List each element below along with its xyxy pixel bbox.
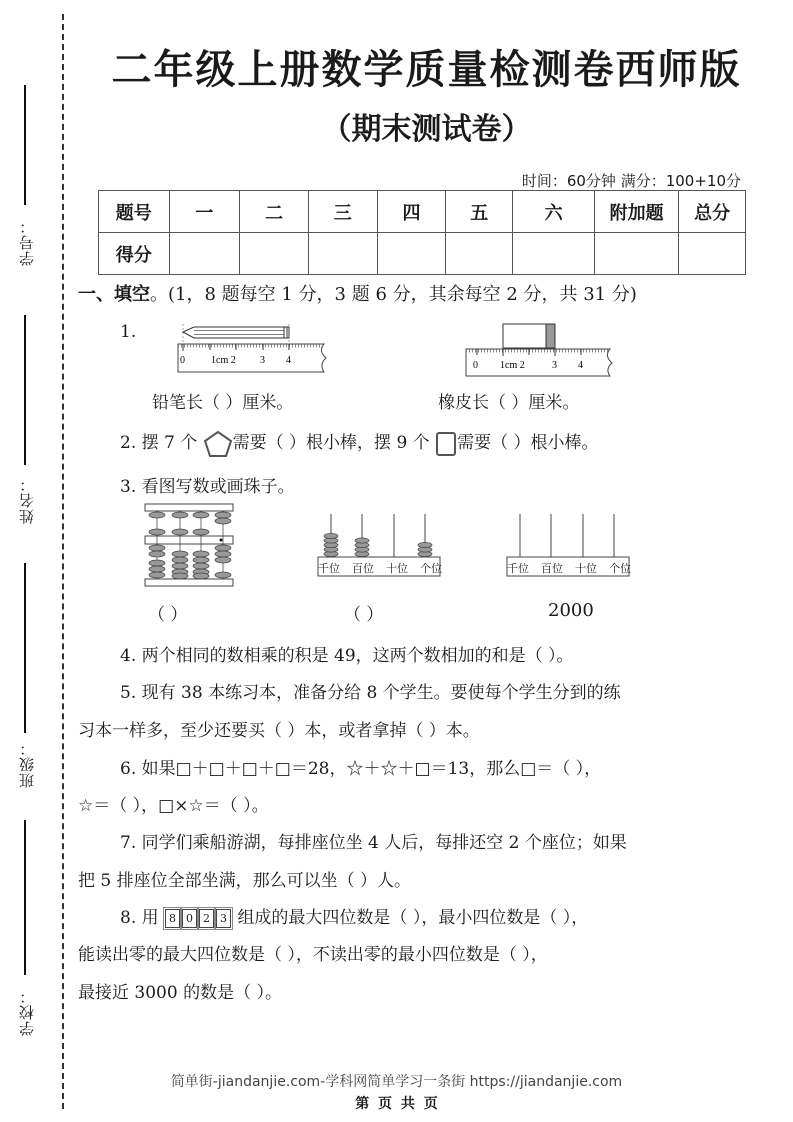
score-cell[interactable]	[169, 233, 240, 275]
svg-text:0: 0	[473, 360, 478, 371]
class-label: 班级：	[18, 740, 36, 788]
place-label: 千位	[318, 562, 340, 575]
score-row-label: 得分	[99, 233, 170, 275]
place-label: 百位	[352, 562, 374, 575]
abacus-figure	[143, 502, 237, 590]
q8-line2[interactable]: 能读出零的最大四位数是（ ），不读出零的最小四位数是（ ），	[78, 945, 548, 965]
q1-eraser-answer[interactable]: 橡皮长（ ）厘米。	[438, 393, 580, 413]
svg-text:0: 0	[180, 355, 185, 366]
q7-line1: 7. 同学们乘船游湖，每排座位坐 4 人后，每排还空 2 个座位；如果	[120, 833, 627, 853]
q5-line2[interactable]: 习本一样多，至少还要买（ ）本，或者拿掉（ ）本。	[78, 721, 480, 741]
q7-line2[interactable]: 把 5 排座位全部坐满，那么可以坐（ ）人。	[78, 871, 412, 891]
header-cell: 二	[240, 191, 309, 233]
square-icon	[435, 430, 457, 458]
page-title: 二年级上册数学质量检测卷西师版	[111, 47, 742, 93]
q6-line2[interactable]: ☆＝（ ），□×☆＝（ ）。	[78, 796, 269, 816]
school-line[interactable]	[24, 820, 26, 975]
score-cell[interactable]	[240, 233, 309, 275]
digit-card: 2	[199, 909, 214, 928]
student-id-label: 学号：	[18, 218, 36, 266]
q8-line1-rest[interactable]: 组成的最大四位数是（ ），最小四位数是（ ），	[237, 908, 589, 928]
q1-pencil-answer[interactable]: 铅笔长（ ）厘米。	[152, 393, 294, 413]
footer-watermark-link[interactable]: 简单街-jiandanjie.com-学科网简单学习一条街 https://jiandanjie.com	[170, 1074, 623, 1090]
score-cell[interactable]	[446, 233, 513, 275]
place-label: 十位	[386, 562, 408, 575]
q4-text[interactable]: 4. 两个相同的数相乘的积是 49，这两个数相加的和是（ ）。	[120, 646, 574, 666]
q3-frame-answer[interactable]: （ ）	[344, 605, 384, 625]
header-cell: 四	[377, 191, 446, 233]
digit-card: 3	[216, 909, 231, 928]
class-line[interactable]	[24, 563, 26, 733]
q5-line1: 5. 现有 38 本练习本，准备分给 8 个学生。要使每个学生分到的练	[120, 683, 621, 703]
school-label: 学校：	[18, 988, 36, 1036]
section-1-heading	[78, 280, 637, 306]
place-label: 千位	[507, 562, 529, 575]
header-cell: 题号	[99, 191, 170, 233]
score-table-header-row	[99, 191, 746, 233]
score-cell[interactable]	[679, 233, 746, 275]
pentagon-icon	[203, 430, 233, 458]
score-table-score-row	[99, 233, 746, 275]
q8-line1	[120, 903, 588, 928]
place-label: 个位	[609, 562, 631, 575]
q8-prefix: 8. 用	[120, 908, 159, 928]
place-label: 个位	[420, 562, 442, 575]
place-label: 十位	[575, 562, 597, 575]
q2-part3[interactable]: 需要（ ）根小棒。	[457, 433, 599, 453]
eraser-ruler-figure	[464, 322, 624, 378]
section-note: 。(1，8 题每空 1 分，3 题 6 分，其余每空 2 分，共 31 分)	[150, 284, 637, 305]
header-cell: 三	[308, 191, 377, 233]
page-subtitle: （期末测试卷）	[321, 112, 532, 147]
binding-cut-line	[62, 14, 64, 1109]
q2-part2[interactable]: 需要（ ）根小棒，摆 9 个	[232, 433, 430, 453]
ruler-icon	[178, 344, 326, 372]
svg-text:3: 3	[260, 355, 265, 366]
score-cell[interactable]	[595, 233, 679, 275]
q3-abacus-answer[interactable]: （ ）	[148, 605, 188, 625]
header-cell: 一	[169, 191, 240, 233]
svg-text:1cm 2: 1cm 2	[500, 360, 525, 371]
digit-card: 8	[165, 909, 180, 928]
svg-text:4: 4	[286, 355, 291, 366]
section-number: 一、	[78, 284, 114, 305]
digit-card: 0	[182, 909, 197, 928]
place-label: 百位	[541, 562, 563, 575]
svg-text:3: 3	[552, 360, 557, 371]
header-cell: 六	[513, 191, 595, 233]
place-labels-2	[507, 560, 631, 576]
pencil-ruler-figure	[176, 322, 336, 374]
score-cell[interactable]	[513, 233, 595, 275]
header-cell: 附加题	[595, 191, 679, 233]
q2-line	[120, 428, 599, 458]
score-cell[interactable]	[308, 233, 377, 275]
footer-page-number: 第 页 共 页	[355, 1096, 438, 1112]
q1-number: 1.	[120, 322, 137, 342]
name-label: 姓名：	[18, 476, 36, 524]
svg-text:1cm 2: 1cm 2	[211, 355, 236, 366]
ruler-icon	[466, 349, 612, 376]
time-info: 时间：60分钟 满分：100+10分	[521, 172, 741, 190]
header-cell: 五	[446, 191, 513, 233]
q8-line3[interactable]: 最接近 3000 的数是（ ）。	[78, 983, 282, 1003]
score-table	[98, 190, 746, 275]
header-cell: 总分	[679, 191, 746, 233]
eraser-icon	[503, 324, 555, 348]
q3-given-number: 2000	[548, 600, 594, 621]
q2-part1: 2. 摆 7 个	[120, 433, 198, 453]
place-labels-1	[318, 560, 442, 576]
name-line[interactable]	[24, 315, 26, 465]
score-cell[interactable]	[377, 233, 446, 275]
q3-text: 3. 看图写数或画珠子。	[120, 477, 295, 497]
section-title: 填空	[114, 284, 150, 305]
q6-line1[interactable]: 6. 如果□＋□＋□＋□＝28，☆＋☆＋□＝13，那么□＝（ ），	[120, 759, 602, 779]
svg-text:4: 4	[578, 360, 583, 371]
